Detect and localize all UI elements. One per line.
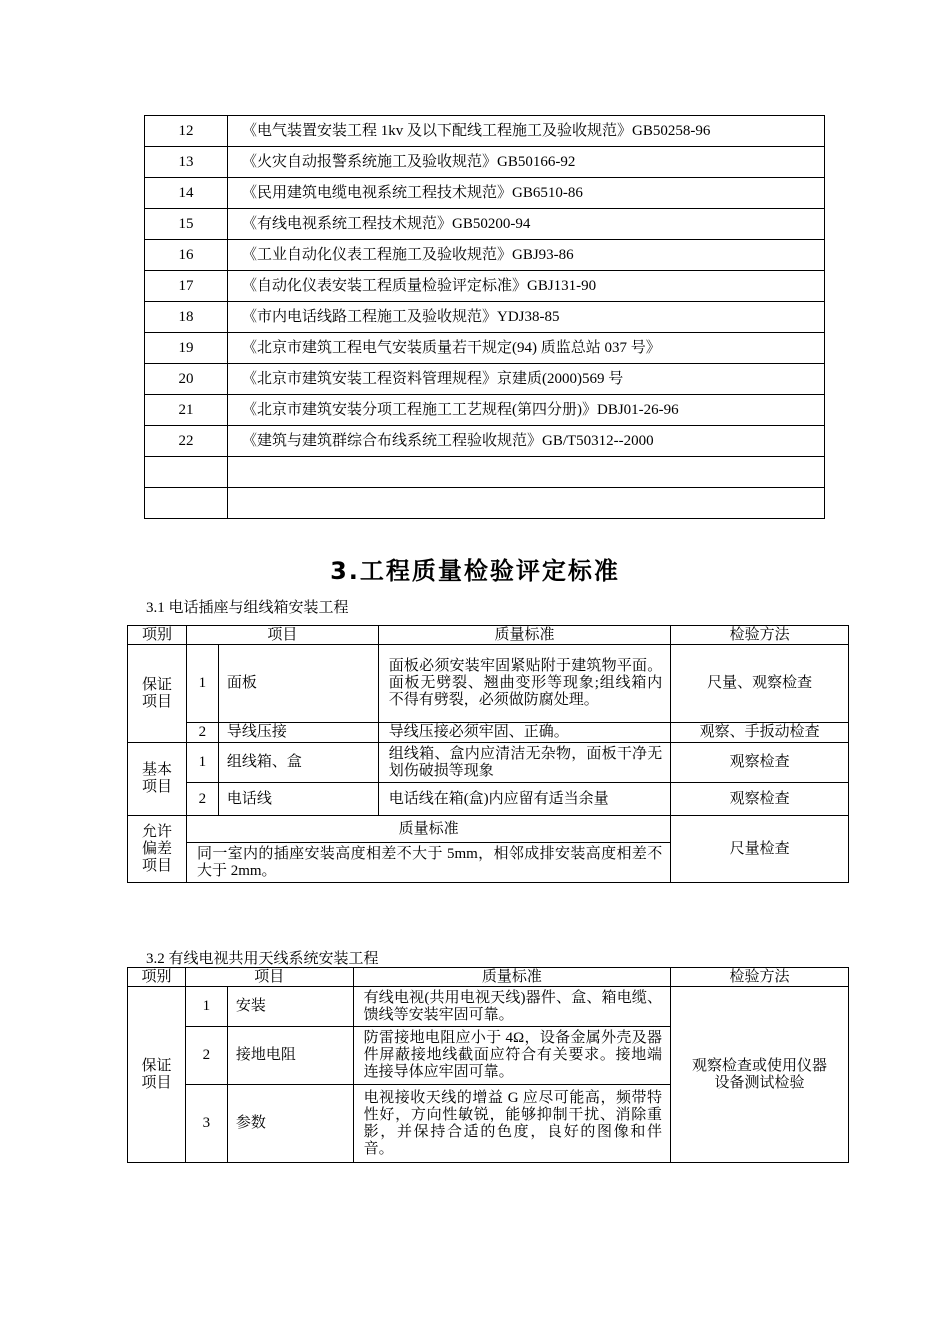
table-row	[145, 271, 825, 302]
table-row	[145, 116, 825, 147]
table-row	[145, 240, 825, 271]
telephone-socket-quality-table	[127, 625, 849, 883]
tolerance-text: 同一室内的插座安装高度相差不大于 5mm，相邻成排安装高度相差不大于 2mm。	[186, 843, 670, 883]
standard-name: 《工业自动化仪表工程施工及验收规范》GBJ93-86	[228, 240, 825, 271]
header-item: 项目	[186, 626, 378, 645]
section-title: 3.工程质量检验评定标准	[330, 557, 620, 585]
inspection-method: 观察检查	[671, 783, 849, 816]
header-method: 检验方法	[671, 968, 849, 987]
table-row	[128, 645, 849, 723]
row-number: 13	[145, 147, 228, 178]
table-row	[145, 364, 825, 395]
item-number: 2	[185, 1027, 227, 1085]
quality-standard: 防雷接地电阻应小于 4Ω，设备金属外壳及器件屏蔽接地线截面应符合有关要求。接地端连接导体应牢固可靠。	[353, 1027, 670, 1085]
header-category: 项别	[128, 626, 187, 645]
item-number: 2	[186, 723, 218, 743]
item-name: 参数	[227, 1085, 353, 1163]
table-row	[145, 426, 825, 457]
table-row	[128, 723, 849, 743]
row-number: 17	[145, 271, 228, 302]
inspection-method: 观察检查或使用仪器设备测试检验	[671, 987, 849, 1163]
item-name: 面板	[218, 645, 378, 723]
row-number: 16	[145, 240, 228, 271]
row-number: 21	[145, 395, 228, 426]
inspection-method: 观察、手扳动检查	[671, 723, 849, 743]
table-row	[128, 987, 849, 1027]
item-number: 1	[186, 743, 218, 783]
category-guarantee: 保证项目	[128, 645, 187, 743]
quality-standard: 导线压接必须牢固、正确。	[378, 723, 671, 743]
table-row	[145, 178, 825, 209]
item-number: 2	[186, 783, 218, 816]
table-row	[128, 783, 849, 816]
empty-row	[145, 457, 825, 488]
table2-caption: 3.1 电话插座与组线箱安装工程	[146, 600, 349, 616]
standard-name: 《自动化仪表安装工程质量检验评定标准》GBJ131-90	[228, 271, 825, 302]
standard-name: 《火灾自动报警系统施工及验收规范》GB50166-92	[228, 147, 825, 178]
item-name: 电话线	[218, 783, 378, 816]
header-row	[128, 626, 849, 645]
category-basic: 基本项目	[128, 743, 187, 816]
table-row	[145, 147, 825, 178]
category-tolerance: 允许偏差项目	[128, 816, 187, 883]
row-number: 14	[145, 178, 228, 209]
header-item: 项目	[185, 968, 353, 987]
row-number: 22	[145, 426, 228, 457]
row-number: 19	[145, 333, 228, 364]
standard-name: 《电气装置安装工程 1kv 及以下配线工程施工及验收规范》GB50258-96	[228, 116, 825, 147]
standards-table	[144, 115, 825, 519]
table-row	[128, 816, 849, 843]
row-number: 18	[145, 302, 228, 333]
item-name: 组线箱、盒	[218, 743, 378, 783]
row-number: 15	[145, 209, 228, 240]
item-number: 3	[185, 1085, 227, 1163]
table-row	[145, 333, 825, 364]
header-method: 检验方法	[671, 626, 849, 645]
empty-row	[145, 488, 825, 519]
standard-name: 《北京市建筑安装工程资料管理规程》京建质(2000)569 号	[228, 364, 825, 395]
item-number: 1	[186, 645, 218, 723]
inspection-method: 尺量、观察检查	[671, 645, 849, 723]
row-number: 12	[145, 116, 228, 147]
category-guarantee: 保证项目	[128, 987, 186, 1163]
item-name: 安装	[227, 987, 353, 1027]
header-row	[128, 968, 849, 987]
quality-standard: 电视接收天线的增益 G 应尽可能高，频带特性好，方向性敏锐，能够抑制干扰、消除重影，并保持合适的色度，良好的图像和伴音。	[353, 1085, 670, 1163]
header-category: 项别	[128, 968, 186, 987]
quality-standard: 面板必须安装牢固紧贴附于建筑物平面。面板无劈裂、翘曲变形等现象;组线箱内不得有劈裂，必须做防腐处理。	[378, 645, 671, 723]
header-standard: 质量标准	[353, 968, 670, 987]
standard-name: 《民用建筑电缆电视系统工程技术规范》GB6510-86	[228, 178, 825, 209]
item-name: 导线压接	[218, 723, 378, 743]
standard-name: 《建筑与建筑群综合布线系统工程验收规范》GB/T50312--2000	[228, 426, 825, 457]
item-number: 1	[185, 987, 227, 1027]
cable-tv-quality-table	[127, 967, 849, 1163]
header-standard: 质量标准	[378, 626, 671, 645]
quality-standard: 有线电视(共用电视天线)器件、盒、箱电缆、馈线等安装牢固可靠。	[353, 987, 670, 1027]
standard-name: 《市内电话线路工程施工及验收规范》YDJ38-85	[228, 302, 825, 333]
inspection-method: 观察检查	[671, 743, 849, 783]
inspection-method: 尺量检查	[671, 816, 849, 883]
standard-name: 《北京市建筑工程电气安装质量若干规定(94) 质监总站 037 号》	[228, 333, 825, 364]
table-row	[145, 395, 825, 426]
item-name: 接地电阻	[227, 1027, 353, 1085]
row-number: 20	[145, 364, 228, 395]
table-row	[128, 743, 849, 783]
table-row	[145, 209, 825, 240]
table3-caption: 3.2 有线电视共用天线系统安装工程	[146, 951, 379, 967]
tolerance-header: 质量标准	[186, 816, 670, 843]
standard-name: 《北京市建筑安装分项工程施工工艺规程(第四分册)》DBJ01-26-96	[228, 395, 825, 426]
quality-standard: 组线箱、盒内应清洁无杂物，面板干净无划伤破损等现象	[378, 743, 671, 783]
quality-standard: 电话线在箱(盒)内应留有适当余量	[378, 783, 671, 816]
table-row	[145, 302, 825, 333]
standard-name: 《有线电视系统工程技术规范》GB50200-94	[228, 209, 825, 240]
